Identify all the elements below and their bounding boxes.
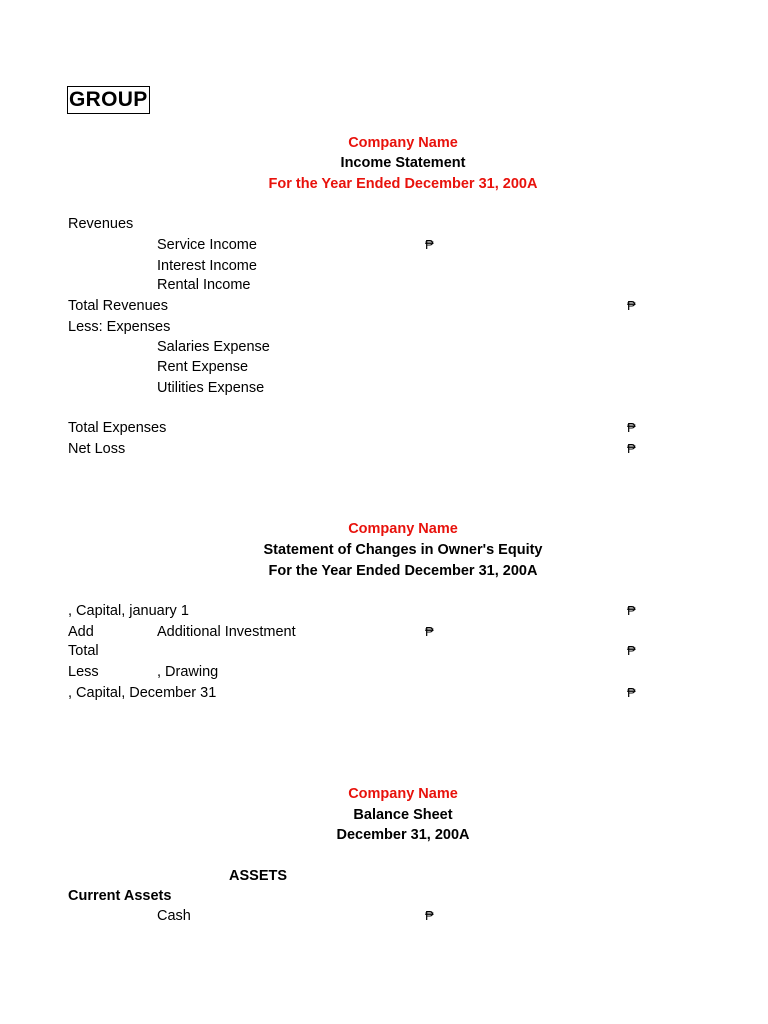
balance-sheet-date: December 31, 200A [336, 827, 470, 843]
income-statement-company-name: Company Name [348, 135, 458, 151]
less-label: Less [68, 664, 99, 680]
peso-icon: ₱ [425, 237, 434, 252]
peso-icon: ₱ [627, 298, 636, 313]
peso-icon: ₱ [627, 441, 636, 456]
capital-december-label: , Capital, December 31 [68, 685, 217, 701]
balance-sheet-title: Balance Sheet [353, 807, 453, 823]
group-label: GROUP [67, 86, 150, 114]
utilities-expense-label: Utilities Expense [157, 380, 265, 396]
peso-icon: ₱ [425, 624, 434, 639]
service-income-label: Service Income [157, 237, 257, 253]
total-label: Total [68, 643, 99, 659]
rental-income-label: Rental Income [157, 277, 251, 293]
drawing-label: , Drawing [157, 664, 219, 680]
peso-icon: ₱ [425, 908, 434, 923]
equity-period: For the Year Ended December 31, 200A [268, 563, 538, 579]
income-statement-period: For the Year Ended December 31, 200A [268, 176, 538, 192]
rent-expense-label: Rent Expense [157, 359, 249, 375]
salaries-expense-label: Salaries Expense [157, 339, 270, 355]
interest-income-label: Interest Income [157, 258, 257, 274]
revenues-label: Revenues [68, 216, 134, 232]
assets-heading: ASSETS [229, 868, 288, 884]
add-label: Add [68, 624, 94, 640]
peso-icon: ₱ [627, 603, 636, 618]
peso-icon: ₱ [627, 685, 636, 700]
balance-sheet-company-name: Company Name [348, 786, 458, 802]
current-assets-label: Current Assets [68, 888, 172, 904]
income-statement-title: Income Statement [340, 155, 466, 171]
peso-icon: ₱ [627, 643, 636, 658]
less-expenses-label: Less: Expenses [68, 319, 171, 335]
cash-label: Cash [157, 908, 191, 924]
total-revenues-label: Total Revenues [68, 298, 168, 314]
capital-january-label: , Capital, january 1 [68, 603, 189, 619]
equity-company-name: Company Name [348, 521, 458, 537]
equity-title: Statement of Changes in Owner's Equity [263, 542, 543, 558]
peso-icon: ₱ [627, 420, 636, 435]
net-loss-label: Net Loss [68, 441, 126, 457]
additional-investment-label: Additional Investment [157, 624, 296, 640]
total-expenses-label: Total Expenses [68, 420, 167, 436]
